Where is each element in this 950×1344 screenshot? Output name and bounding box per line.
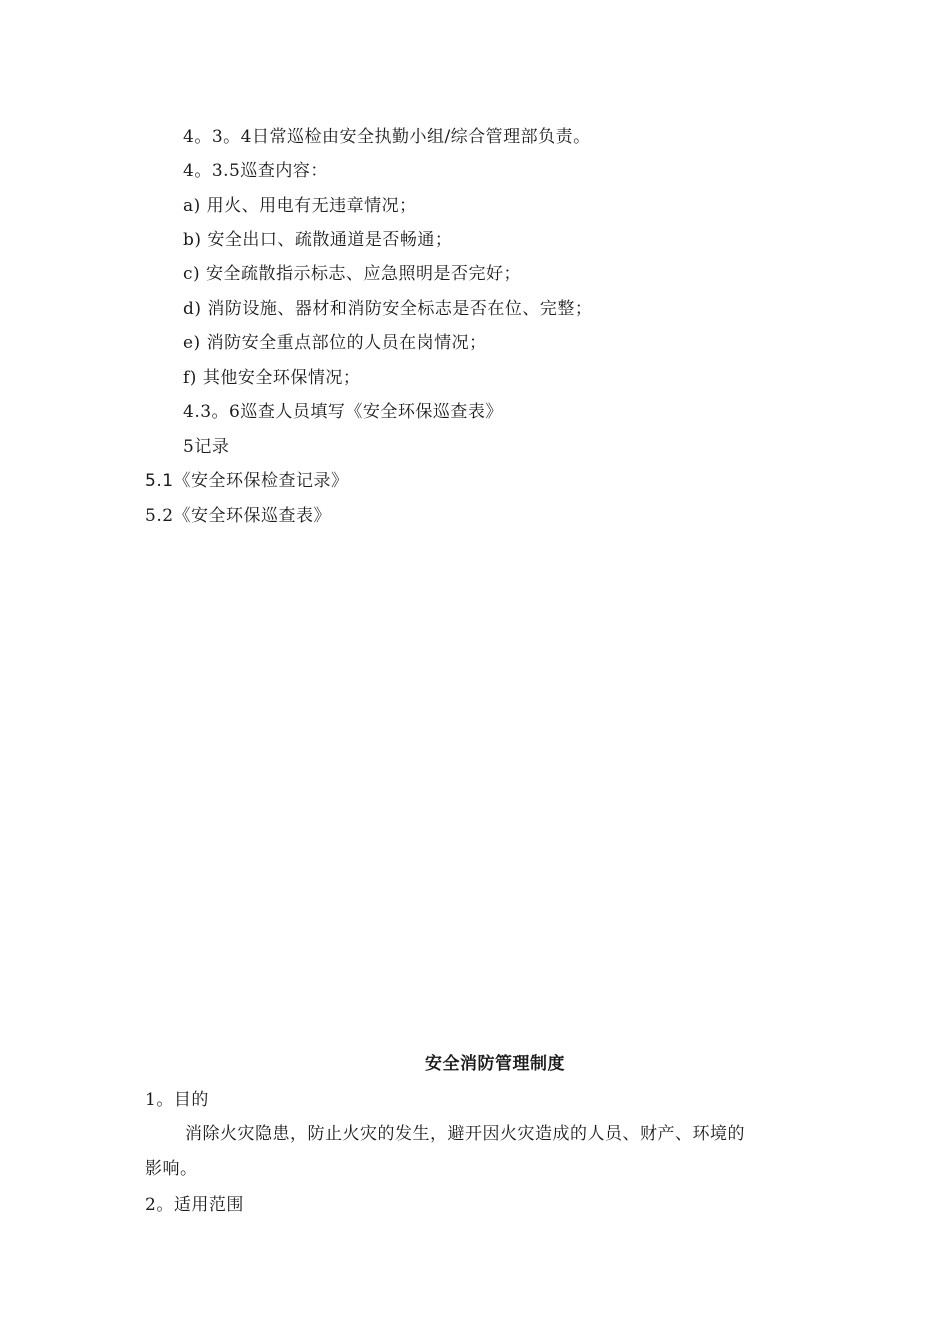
- purpose-paragraph-line-1: 消除火灾隐患，防止火灾的发生，避开因火灾造成的人员、财产、环境的: [185, 1124, 745, 1144]
- clause-4-3-5: 4。3.5巡查内容：: [183, 161, 328, 181]
- list-item-a: a) 用火、用电有无违章情况；: [183, 196, 417, 216]
- record-5-1: 5.1《安全环保检查记录》: [145, 471, 349, 491]
- heading-purpose: 1。目的: [145, 1090, 209, 1110]
- list-item-c: c) 安全疏散指示标志、应急照明是否完好；: [183, 264, 522, 284]
- heading-scope: 2。适用范围: [145, 1195, 244, 1215]
- list-item-d: d) 消防设施、器材和消防安全标志是否在位、完整；: [183, 299, 593, 319]
- heading-records: 5记录: [183, 437, 230, 457]
- list-item-e: e) 消防安全重点部位的人员在岗情况；: [183, 333, 487, 353]
- clause-4-3-6: 4.3。6巡查人员填写《安全环保巡查表》: [183, 402, 503, 422]
- list-item-b: b) 安全出口、疏散通道是否畅通；: [183, 230, 453, 250]
- list-item-f: f) 其他安全环保情况；: [183, 368, 361, 388]
- clause-4-3-4: 4。3。4日常巡检由安全执勤小组/综合管理部负责。: [183, 127, 591, 147]
- purpose-paragraph-line-2: 影响。: [145, 1159, 198, 1179]
- document-title: 安全消防管理制度: [425, 1054, 565, 1074]
- record-5-2: 5.2《安全环保巡查表》: [145, 506, 332, 526]
